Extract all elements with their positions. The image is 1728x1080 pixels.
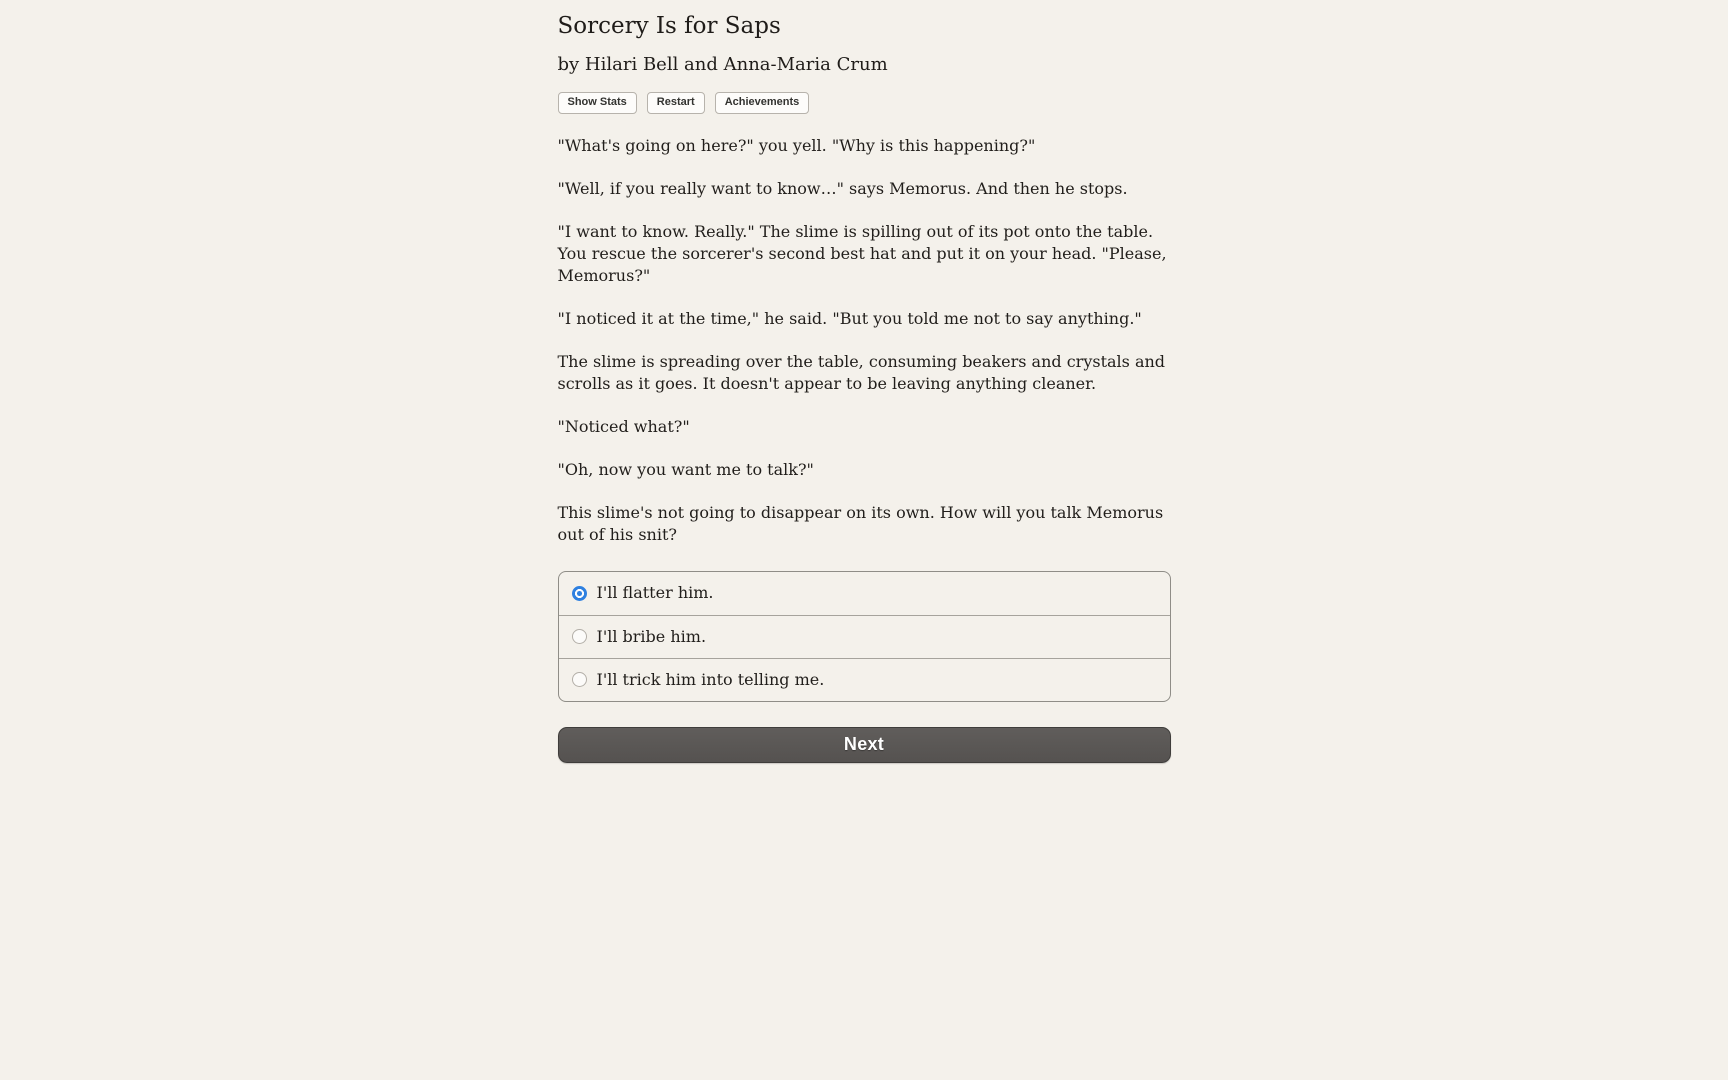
story-paragraph: "Well, if you really want to know…" says Memorus. And then he stops.: [557, 178, 1128, 198]
choice-option[interactable]: [559, 615, 1170, 658]
choice-label: I'll trick him into telling me.: [596, 669, 825, 689]
radio-button-icon[interactable]: [572, 586, 587, 601]
story-page: [558, 0, 1171, 763]
radio-button-icon[interactable]: [572, 672, 587, 687]
story-paragraph: The slime is spreading over the table, consuming beakers and crystals and scrolls as it goes. It doesn't appear to be leaving anything cleaner.: [557, 351, 1166, 393]
choice-option[interactable]: [559, 572, 1170, 615]
game-title: Sorcery Is for Saps: [557, 13, 781, 39]
next-button[interactable]: Next: [558, 727, 1171, 763]
restart-button[interactable]: Restart: [647, 92, 705, 114]
story-paragraph: "I noticed it at the time," he said. "But you told me not to say anything.": [557, 308, 1142, 328]
story-text: [558, 135, 1171, 546]
radio-button-icon[interactable]: [572, 629, 587, 644]
show-stats-button[interactable]: Show Stats: [558, 92, 637, 114]
toolbar: [558, 92, 1171, 114]
story-paragraph: "What's going on here?" you yell. "Why is this happening?": [557, 135, 1036, 155]
story-paragraph: "I want to know. Really." The slime is spilling out of its pot onto the table. You rescue the sorcerer's second best hat and put it on your head. "Please, Memorus?": [557, 221, 1167, 285]
story-paragraph: This slime's not going to disappear on its own. How will you talk Memorus out of his snit?: [557, 502, 1164, 544]
choice-list: [558, 571, 1171, 702]
game-byline: by Hilari Bell and Anna-Maria Crum: [557, 53, 888, 75]
story-paragraph: "Noticed what?": [557, 416, 690, 436]
choice-label: I'll bribe him.: [596, 626, 707, 646]
story-paragraph: "Oh, now you want me to talk?": [557, 459, 814, 479]
choice-option[interactable]: [559, 658, 1170, 701]
choice-label: I'll flatter him.: [596, 583, 714, 603]
achievements-button[interactable]: Achievements: [715, 92, 810, 114]
